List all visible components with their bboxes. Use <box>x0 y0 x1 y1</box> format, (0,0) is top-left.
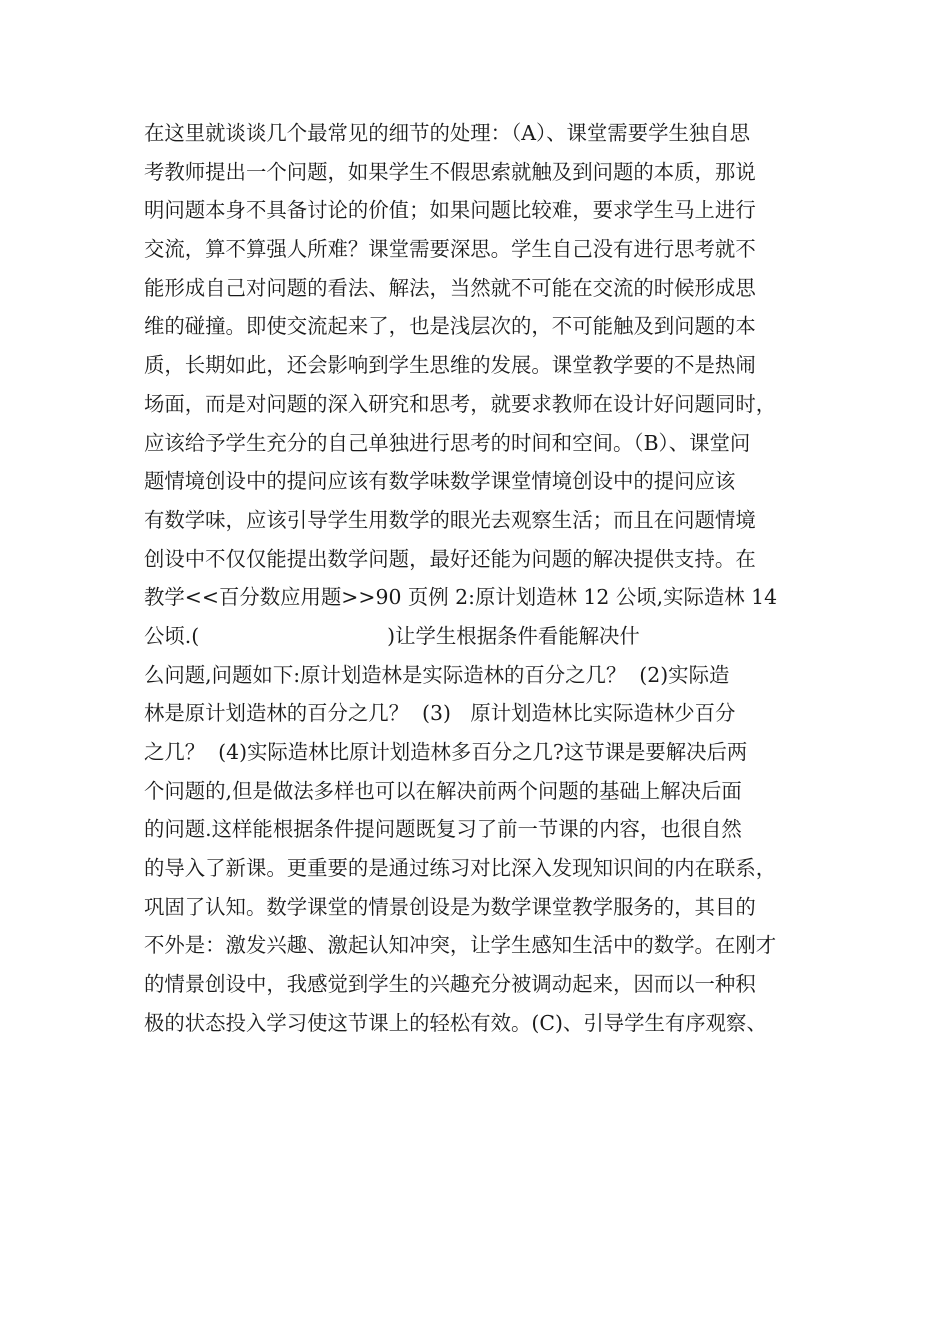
text-line-3: 明问题本身不具备讨论的价值；如果问题比较难，要求学生马上进行 <box>144 198 756 223</box>
text-line-14: 公顷.( )让学生根据条件看能解决什 <box>144 623 640 648</box>
text-line-13: 教学<<百分数应用题>>90 页例 2:原计划造林 12 公顷,实际造林 14 <box>144 585 778 610</box>
text-line-18: 个问题的,但是做法多样也可以在解决前两个问题的基础上解决后面 <box>144 778 742 803</box>
text-line-7: 质，长期如此，还会影响到学生思维的发展。课堂教学要的不是热闹 <box>144 353 756 378</box>
text-line-22: 不外是：激发兴趣、激起认知冲突，让学生感知生活中的数学。在刚才 <box>144 933 777 958</box>
text-line-24: 极的状态投入学习使这节课上的轻松有效。(C)、引导学生有序观察、 <box>144 1010 767 1035</box>
text-line-20: 的导入了新课。更重要的是通过练习对比深入发现知识间的内在联系， <box>144 856 777 881</box>
text-line-4: 交流，算不算强人所难？课堂需要深思。学生自己没有进行思考就不 <box>144 237 756 262</box>
text-line-6: 维的碰撞。即使交流起来了，也是浅层次的，不可能触及到问题的本 <box>144 314 756 339</box>
text-line-1: 在这里就谈谈几个最常见的细节的处理：（A）、课堂需要学生独自思 <box>144 121 751 145</box>
text-line-5: 能形成自己对问题的看法、解法，当然就不可能在交流的时候形成思 <box>144 275 756 300</box>
text-line-15: 么问题,问题如下:原计划造林是实际造林的百分之几？ (2)实际造 <box>144 662 730 687</box>
text-line-8: 场面，而是对问题的深入研究和思考，就要求教师在设计好问题同时， <box>144 391 777 416</box>
text-line-19: 的问题.这样能根据条件提问题既复习了前一节课的内容，也很自然 <box>144 817 742 842</box>
document-body <box>144 114 834 1043</box>
text-line-12: 创设中不仅仅能提出数学问题，最好还能为问题的解决提供支持。在 <box>144 546 756 571</box>
text-line-21: 巩固了认知。数学课堂的情景创设是为数学课堂教学服务的，其目的 <box>144 894 756 919</box>
text-line-10: 题情境创设中的提问应该有数学味数学课堂情境创设中的提问应该 <box>144 469 736 494</box>
text-line-11: 有数学味，应该引导学生用数学的眼光去观察生活；而且在问题情境 <box>144 507 756 532</box>
text-line-16: 林是原计划造林的百分之几？ (3) 原计划造林比实际造林少百分 <box>144 701 736 726</box>
text-line-17: 之几？ (4)实际造林比原计划造林多百分之几?这节课是要解决后两 <box>144 740 748 764</box>
text-line-9: 应该给予学生充分的自己单独进行思考的时间和空间。（B）、课堂问 <box>144 430 751 455</box>
text-line-23: 的情景创设中，我感觉到学生的兴趣充分被调动起来，因而以一种积 <box>144 972 756 997</box>
text-line-2: 考教师提出一个问题，如果学生不假思索就触及到问题的本质，那说 <box>144 159 756 184</box>
